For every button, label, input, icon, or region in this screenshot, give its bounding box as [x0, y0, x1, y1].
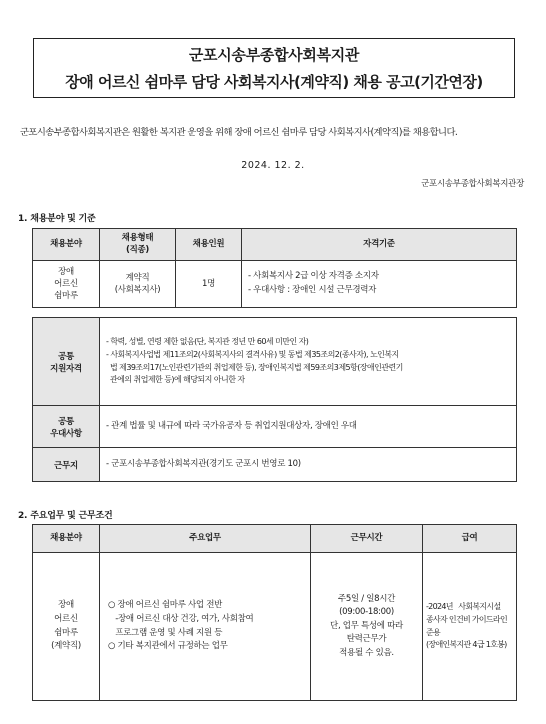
common-requirements-table: [32, 317, 517, 482]
organization-title: 군포시송부종합사회복지관: [188, 46, 360, 64]
common-preference-text: - 관계 법률 및 내규에 따라 국가유공자 등 취업지원대상자, 장애인 우대: [100, 406, 517, 448]
header-employment-type: 채용형태 (직종): [100, 229, 176, 261]
employment-type-cell: 계약직 (사회복지사): [100, 261, 176, 308]
title-box: [33, 38, 515, 98]
section2-title: 2. 주요업무 및 근무조건: [18, 511, 113, 521]
workplace-text: - 군포시송부종합사회복지관(경기도 군포시 번영로 10): [100, 448, 517, 482]
qualification-cell: - 사회복지사 2급 이상 자격증 소지자 - 우대사항 : 장애인 시설 근무경력자: [242, 261, 517, 308]
hours-cell: 주5일 / 일8시간 (09:00-18:00) 단, 업무 특성에 따라 탄력근무가 적용될 수 있음.: [311, 553, 423, 701]
common-qualification-label: 공통 지원자격: [33, 318, 100, 406]
duties-conditions-table: [32, 524, 517, 701]
notice-date: 2024. 12. 2.: [241, 160, 305, 171]
recruitment-criteria-table: [32, 228, 517, 308]
header-field: 채용분야: [33, 229, 100, 261]
section1-title: 1. 채용분야 및 기준: [18, 214, 96, 224]
workplace-label: 근무지: [33, 448, 100, 482]
field2-cell: 장애 어르신 쉼마루 (계약직): [33, 553, 100, 701]
salary-cell: -2024년 사회복지시설 종사자 인건비 가이드라인 준용 (장애인복지관 4급 1호봉): [423, 553, 517, 701]
header-headcount: 채용인원: [176, 229, 242, 261]
field-cell: 장애 어르신 쉼마루: [33, 261, 100, 308]
notice-title: 장애 어르신 쉼마루 담당 사회복지사(계약직) 채용 공고(기간연장): [65, 73, 483, 91]
header2-field: 채용분야: [33, 525, 100, 553]
duties-cell: ○ 장애 어르신 쉼마루 사업 전반 -장애 어르신 대상 건강, 여가, 사회참여 프로그램 운영 및 사례 지원 등 ○ 기타 복지관에서 규정하는 업무: [100, 553, 311, 701]
headcount-cell: 1명: [176, 261, 242, 308]
issuer-name: 군포시송부종합사회복지관장: [421, 179, 524, 189]
header2-salary: 급여: [423, 525, 517, 553]
header2-duties: 주요업무: [100, 525, 311, 553]
header-qualification: 자격기준: [242, 229, 517, 261]
intro-text: 군포시송부종합사회복지관은 원활한 복지관 운영을 위해 장애 어르신 쉼마루 담당 사회복지사(계약직)를 채용합니다.: [20, 127, 458, 138]
common-qualification-text: - 학력, 성별, 연령 제한 없음(단, 복지관 정년 만 60세 미만인 자) - 사회복지사업법 제11조의2(사회복지사의 결격사유) 및 동법 제35조의2(종사자), 노인복지 법 제39조의17(노인관련기관의 취업제한 등), 장애인복지법 제59조의3제5항(장애인관련기 관에의 취업제한 등)에 해당되지 아니한 자: [100, 318, 517, 406]
header2-hours: 근무시간: [311, 525, 423, 553]
common-preference-label: 공통 우대사항: [33, 406, 100, 448]
